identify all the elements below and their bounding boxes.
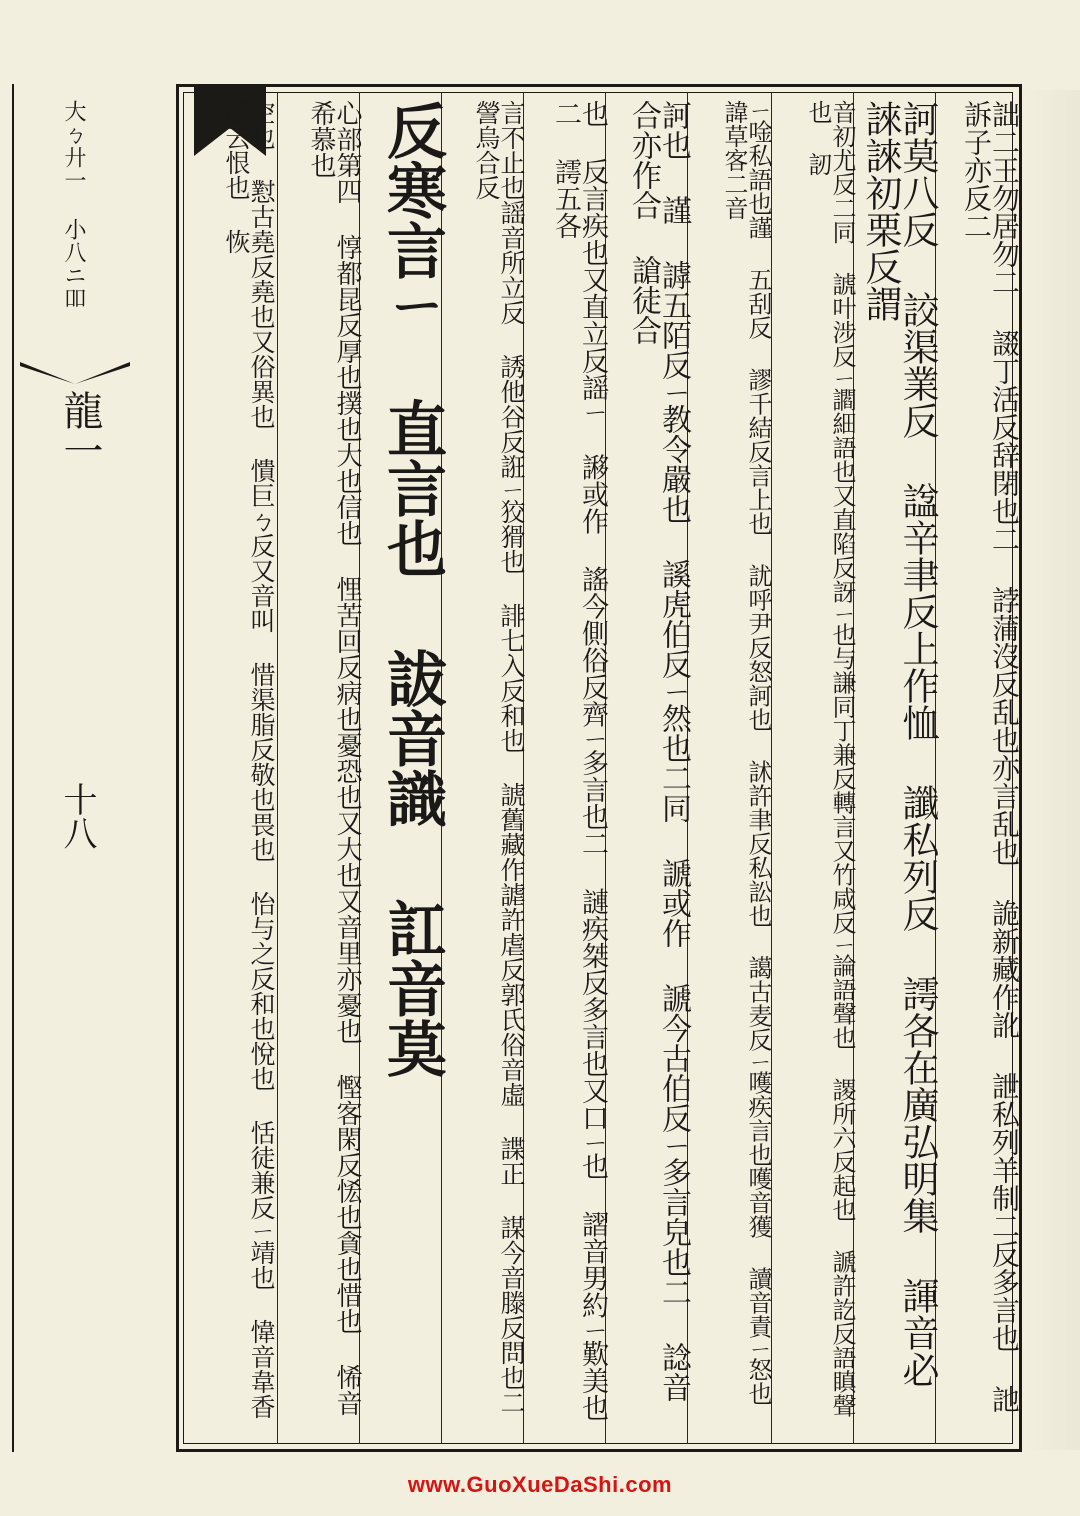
column-text: 反寒言ㄧ 直言也 詙音識 訌音莫: [377, 100, 447, 1078]
text-column-7: [446, 100, 524, 1430]
text-column-3: [776, 100, 854, 1430]
column-text: 音初尤反二同 諕叶涉反ㄧ讇細語也又直陷反訝ㄧ也与謙同丁兼反轉言又竹咸反ㄧ論語聲也 謖所六反起也 謕許訖反語瞋聲也 訒: [804, 100, 856, 1418]
column-text: 也 反言疾也又直立反謡ㄧ 謻或作 謠今側俗反齊ㄧ多言也二 謰疾桀反多言也又口ㄧ也 謵音男約ㄧ歎美也二 謣五各: [550, 100, 608, 1422]
show-through-shadow: [1022, 90, 1080, 1450]
text-column-6: [528, 100, 606, 1430]
column-text: 訶莫八反 詨渠業反 諡辛聿反上作恤 讖私列反 謣各在廣弘明集 諢音必 誺誺初栗反謂: [859, 100, 939, 1388]
text-column-4: [692, 100, 770, 1430]
section-heading-column: 心部第四 惇都昆反厚也撲也大也信也 悝苦回反病也憂恐也又大也又音里亦憂也 慳客閑反恡也貪也惜也 悕音希慕也: [306, 100, 362, 1416]
text-column-1: [940, 100, 1021, 1430]
text-column-5: [610, 100, 691, 1430]
column-text: 言不止也謡音所立反 誘他谷反誑ㄧ狡猾也 誹七入反和也 諕舊藏作謔許虐反郭氏俗音虛 諜正 謀今音滕反問也二 謍烏合反: [472, 100, 526, 1415]
column-text: 詘二王勿居勿二 諁丁活反辞閉也二 誖蒲沒反乱也亦言乱也 詭新藏作訛 詍私列羊制二反多言也 訑訴子亦反二: [960, 100, 1021, 1413]
text-column-8: [364, 100, 447, 1430]
column-text: 空也 懟古堯反堯也又俗異也 憒巨ㄅ反又音叫 惜渠脂反敬也畏也 怡与之反和也悅也 恬徒兼反ㄧ靖也 愇音韋香嚴云恨也 恢: [222, 100, 276, 1419]
margin-label: 大ㄅ廾一 小八ニ吅: [61, 100, 86, 310]
column-text: ㄧ唫私語也謹 五刮反 謬千結反言上也 訧呼尹反怒訶也 訹許聿反私訟也 譪古麦反ㄧ嚄疾言也嚄音獲 讀音責ㄧ怒也 諱草客二音: [720, 100, 772, 1406]
column-text: 訶也 謹 謼五陌反ㄧ教令嚴也 謑虎伯反ㄧ然也二同 謕或作 謕今古伯反ㄧ多言皃也二 諗音合亦作合 謒徒合: [626, 100, 691, 1402]
text-column-2: [858, 100, 939, 1430]
gutter-title: 龍一: [57, 390, 103, 470]
text-column-10: [190, 100, 274, 1430]
column-rule: [277, 92, 278, 1444]
page-number: 十八: [57, 782, 97, 850]
gutter-fishtail-mark: [20, 362, 130, 384]
watermark-url: www.GuoXueDaShi.com: [407, 1472, 673, 1497]
text-column-9: [282, 100, 360, 1430]
left-page-frame: [0, 84, 14, 1452]
